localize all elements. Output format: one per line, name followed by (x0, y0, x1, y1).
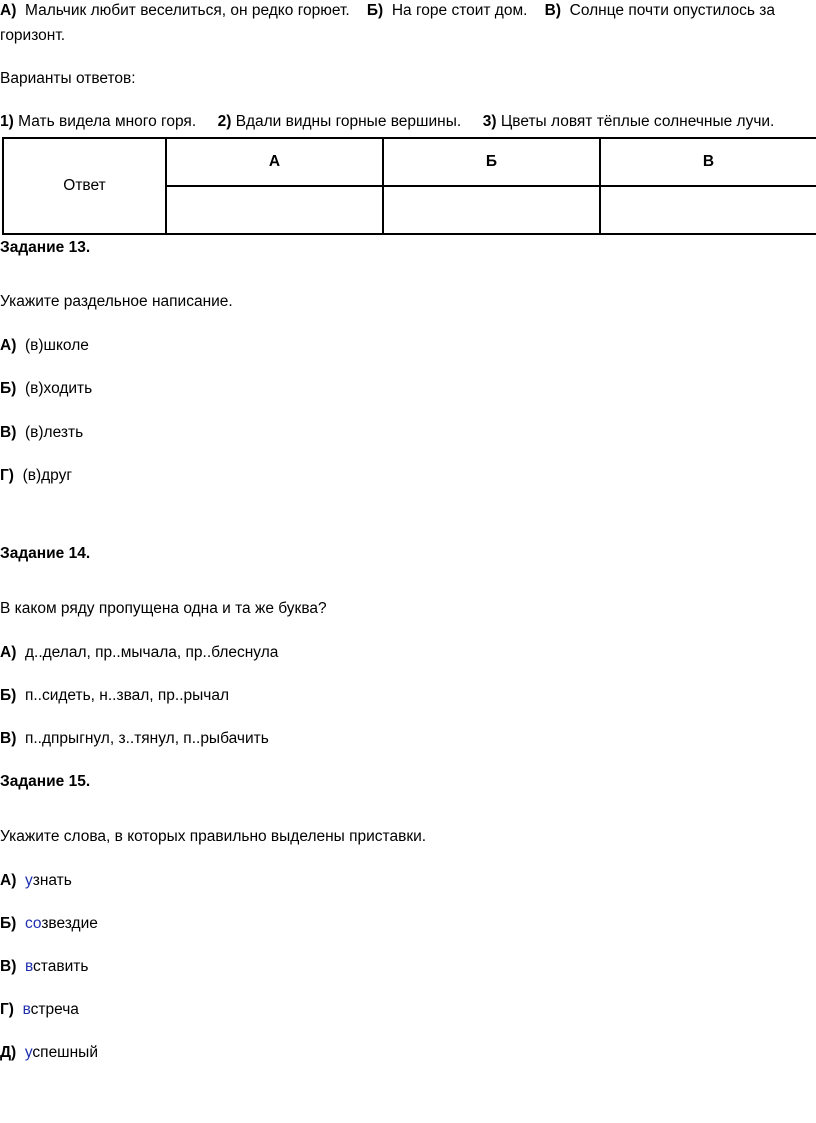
intro-a-label: А) (0, 2, 17, 19)
prefix-highlight: у (24, 872, 33, 889)
task15-title: Задание 15. (0, 773, 91, 790)
task13-item: А) (в)школе (0, 337, 89, 354)
prefix-highlight: в (22, 1001, 31, 1018)
answer-col-b: Б (383, 138, 600, 186)
answer-table (2, 137, 816, 235)
task15-item: В) вставить (0, 958, 89, 975)
task13-item: Б) (в)ходить (0, 380, 93, 397)
options-line (0, 112, 774, 132)
answer-cell-c[interactable] (600, 186, 816, 234)
task13-title: Задание 13. (0, 239, 91, 256)
task13-question: Укажите раздельное написание. (0, 293, 233, 310)
intro-line-1 (0, 1, 775, 21)
task15-item: Г) встреча (0, 1001, 79, 1018)
option-3-label: 3) (482, 113, 497, 130)
prefix-highlight: в (24, 958, 34, 975)
task15-item: Б) созвездие (0, 915, 98, 932)
prefix-highlight: со (24, 915, 42, 932)
option-2-text: Вдали видны горные вершины. (235, 113, 462, 130)
option-2-label: 2) (217, 113, 232, 130)
option-1-label: 1) (0, 113, 14, 130)
answer-cell-b[interactable] (383, 186, 600, 234)
option-3-text: Цветы ловят тёплые солнечные лучи. (500, 113, 775, 130)
intro-b-label: Б) (366, 2, 384, 19)
intro-a-text: Мальчик любит веселиться, он редко горюет. (24, 2, 350, 19)
intro-line-2: горизонт. (0, 27, 66, 44)
intro-c-label: В) (544, 2, 562, 19)
task14-question: В каком ряду пропущена одна и та же буква? (0, 600, 327, 617)
intro-c-text: Солнце почти опустилось за (569, 2, 775, 19)
task14-item: Б) п..сидеть, н..звал, пр..рычал (0, 687, 230, 704)
options-title: Варианты ответов: (0, 70, 136, 87)
answer-row-label: Ответ (3, 138, 166, 234)
task15-item: Д) успешный (0, 1044, 98, 1061)
option-1-text: Мать видела много горя. (18, 113, 197, 130)
intro-b-text: На горе стоит дом. (391, 2, 528, 19)
task15-question: Укажите слова, в которых правильно выделены приставки. (0, 828, 427, 845)
task14-title: Задание 14. (0, 545, 91, 562)
task14-item: В) п..дпрыгнул, з..тянул, п..рыбачить (0, 730, 269, 747)
answer-cell-a[interactable] (166, 186, 383, 234)
task13-item: В) (в)лезть (0, 424, 84, 441)
answer-col-a: А (166, 138, 383, 186)
answer-col-c: В (600, 138, 816, 186)
task13-item: Г) (в)друг (0, 467, 73, 484)
prefix-highlight: у (24, 1044, 33, 1061)
task14-item: А) д..делал, пр..мычала, пр..блеснула (0, 644, 279, 661)
task15-item: А) узнать (0, 872, 72, 889)
